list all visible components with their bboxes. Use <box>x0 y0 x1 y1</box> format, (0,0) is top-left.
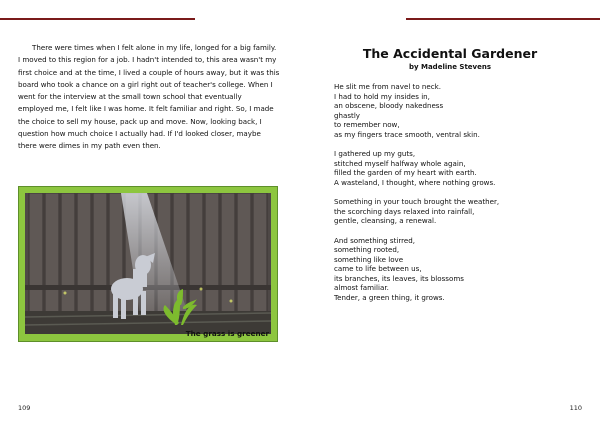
prose-line: employed me, I felt like I was home. It felt familiar and right. So, I made <box>18 104 274 114</box>
poem-stanza <box>334 236 574 303</box>
prose-paragraph <box>18 42 280 153</box>
dog-in-garden-illustration <box>25 193 271 334</box>
dog-in-garden-photo <box>25 193 271 334</box>
poem-line: almost familiar. <box>334 283 389 293</box>
page-number: 109 <box>18 404 31 412</box>
prose-line: the choice to sell my house, pack up and move. Now, looking back, I <box>18 116 262 126</box>
poem-line: to remember now, <box>334 120 400 130</box>
poem-body <box>334 82 574 312</box>
poem-line: And something stirred, <box>334 235 416 245</box>
prose-line: went for the interview at the small town school that eventually <box>18 92 242 102</box>
right-page <box>300 0 600 424</box>
poem-line: filled the garden of my heart with earth. <box>334 168 477 178</box>
header-rule-right <box>406 18 600 20</box>
poem-line: I gathered up my guts, <box>334 149 416 159</box>
poem-stanza <box>334 149 574 187</box>
poem-stanza <box>334 82 574 140</box>
prose-line: there were dimes in my path even then. <box>18 141 161 151</box>
poem-line: an obscene, bloody nakedness <box>334 101 444 111</box>
poem-byline: by Madeline Stevens <box>408 63 492 71</box>
poem-line: something like love <box>334 254 404 264</box>
poem-line: A wasteland, I thought, where nothing grows. <box>334 177 496 187</box>
poem-line: came to life between us, <box>334 264 422 274</box>
poem-line: the scorching days relaxed into rainfall, <box>334 206 475 216</box>
poem-title: The Accidental Gardener <box>362 46 538 61</box>
poem-line: stitched myself halfway whole again, <box>334 158 466 168</box>
poem-line: its branches, its leaves, its blossoms <box>334 273 464 283</box>
header-rule-left <box>0 18 195 20</box>
prose-line: I moved to this region for a job. I hadn't intended to, this area wasn't my <box>18 55 277 65</box>
poem-line: as my fingers trace smooth, ventral skin. <box>334 129 480 139</box>
prose-line: board who took a chance on a girl right out of teacher's college. When I <box>18 79 273 89</box>
poem-line: something rooted, <box>334 245 400 255</box>
photo-frame <box>18 186 278 342</box>
page-number: 110 <box>569 404 582 412</box>
poem-line: Tender, a green thing, it grows. <box>334 293 445 303</box>
prose-line: There were times when I felt alone in my life, longed for a big family. <box>32 43 277 52</box>
prose-line: first choice and at the time, I lived a couple of hours away, but it was this <box>18 67 280 77</box>
poem-line: gentle, cleansing, a renewal. <box>334 216 437 226</box>
poem-line: Something in your touch brought the weather, <box>334 197 500 207</box>
poem-line: ghastly <box>334 110 360 120</box>
prose-line: question how much choice I actually had. If I'd looked closer, maybe <box>18 129 261 139</box>
poem-line: He slit me from navel to neck. <box>334 82 442 91</box>
poem-stanza <box>334 197 574 226</box>
photo-caption: The grass is greener <box>185 329 269 338</box>
poem-line: I had to hold my insides in, <box>334 91 430 101</box>
